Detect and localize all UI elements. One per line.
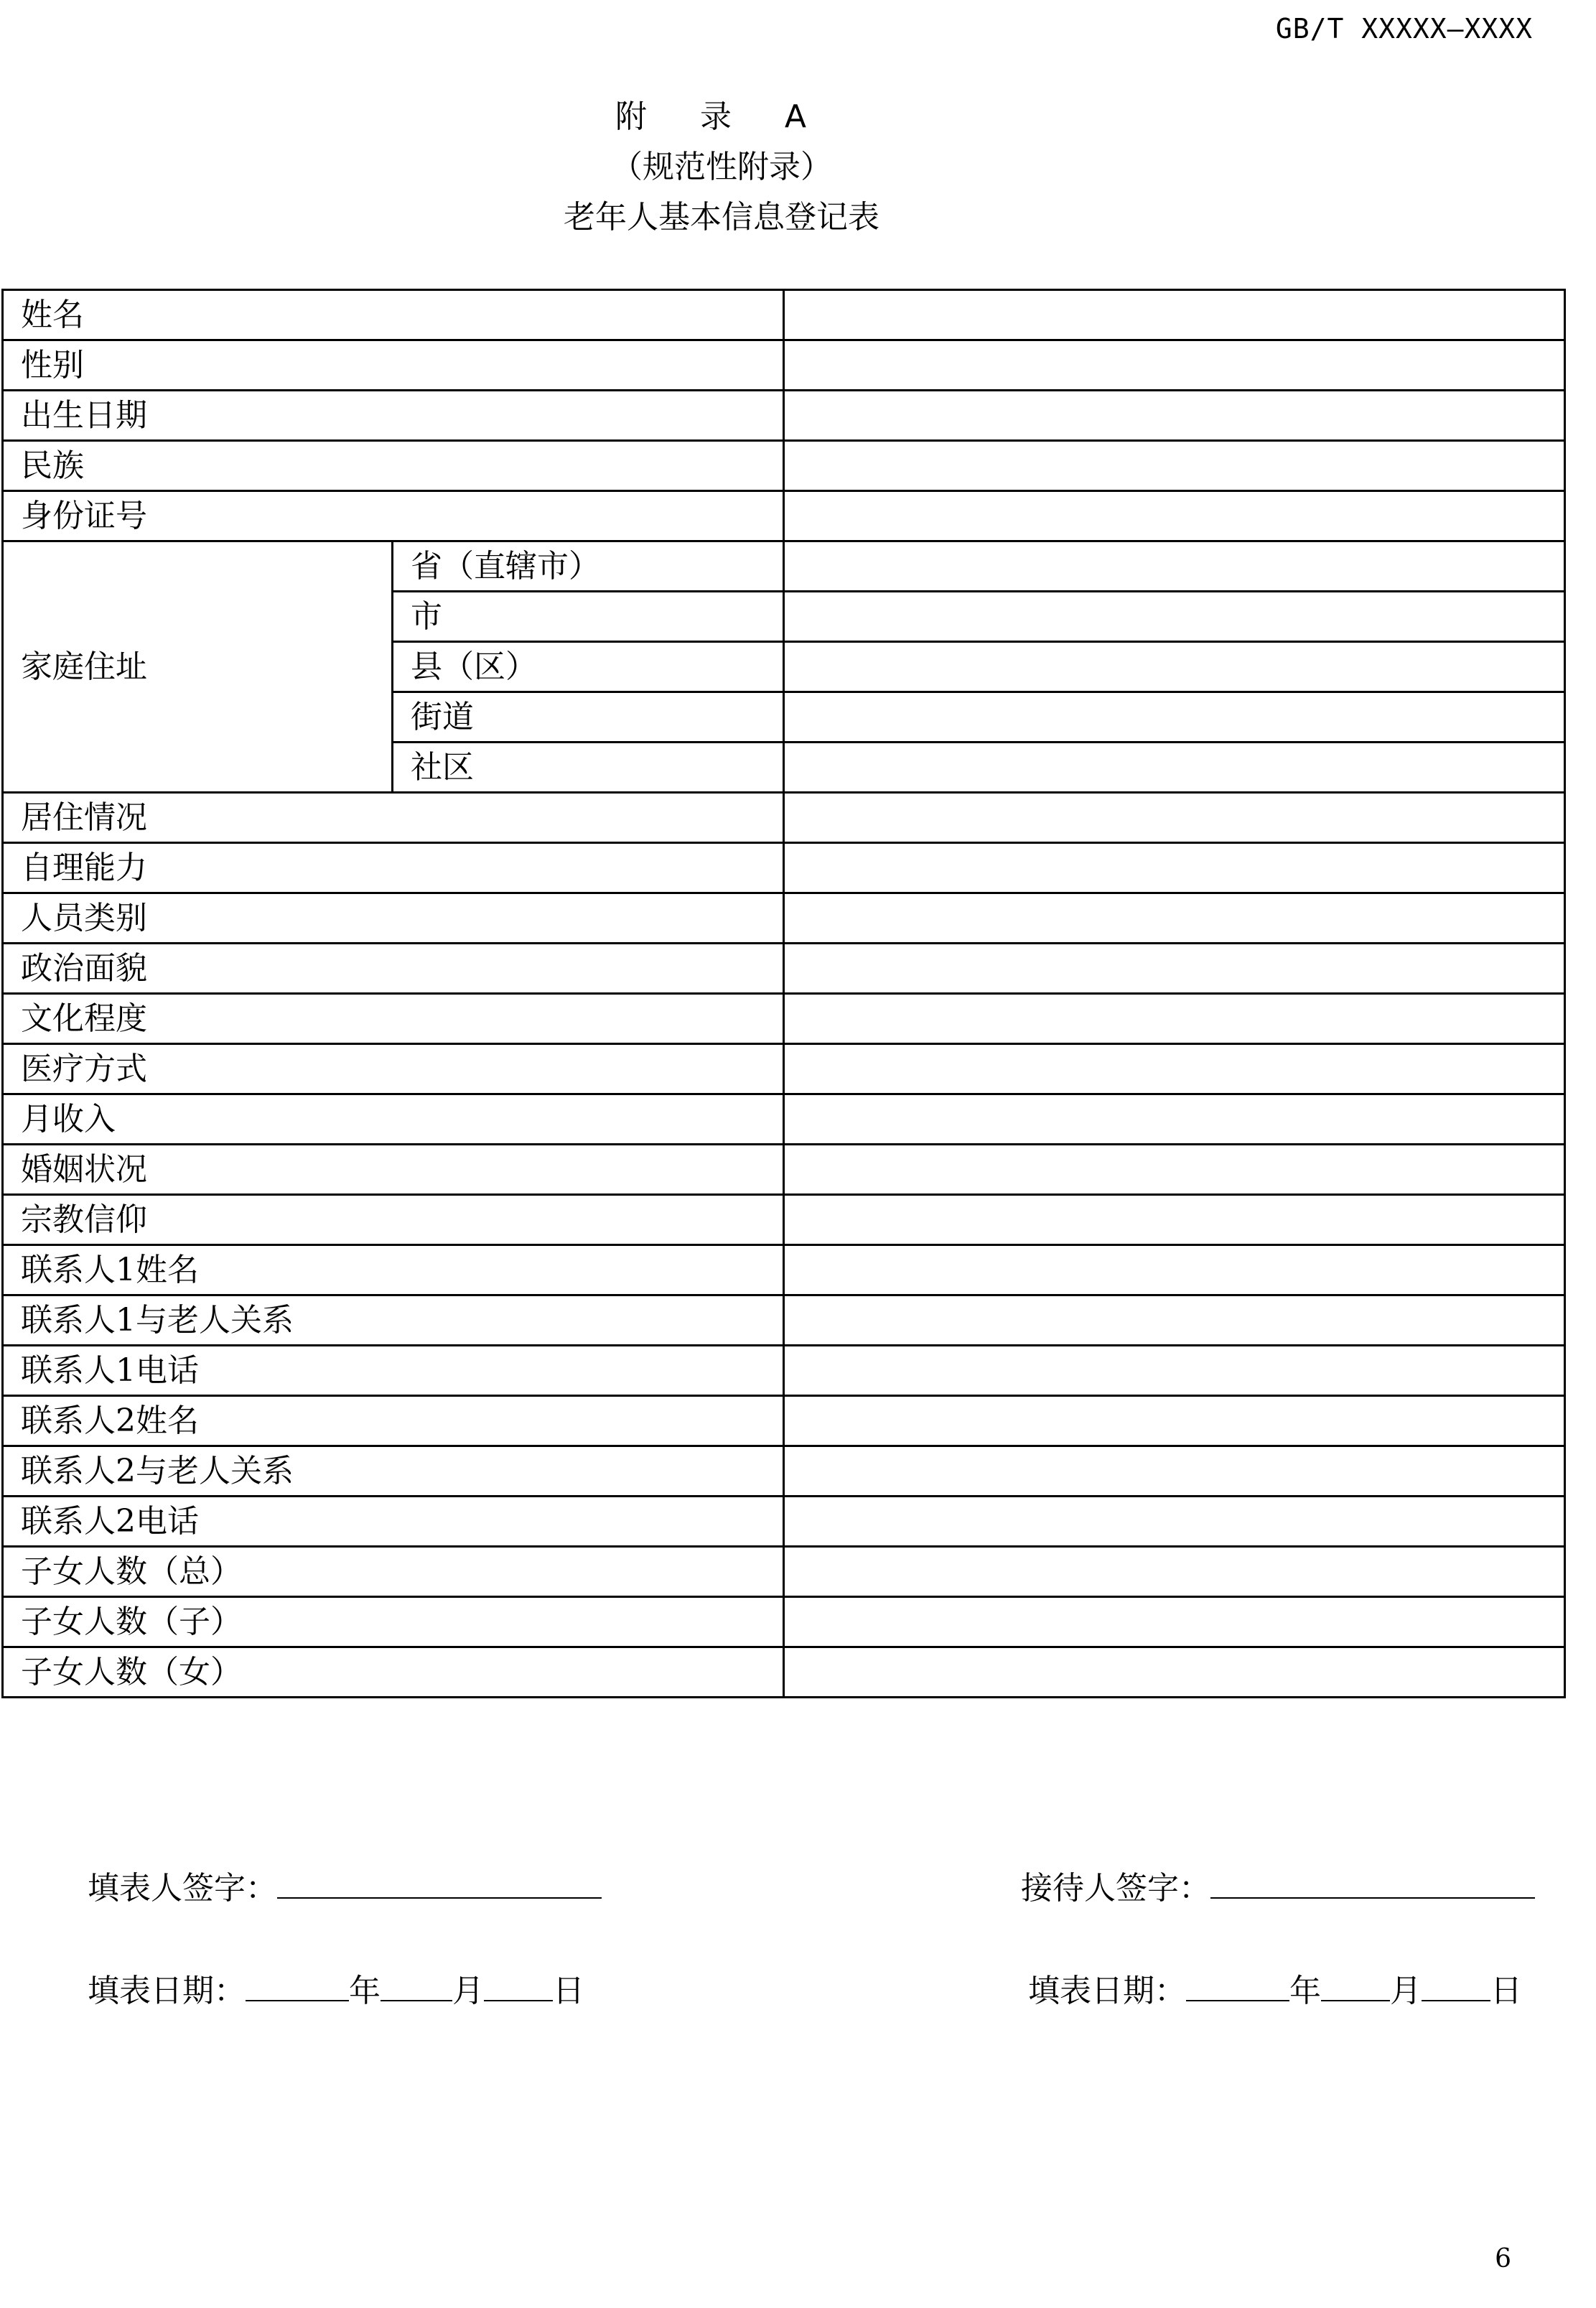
field-value-gender[interactable] (784, 340, 1565, 391)
receiver-signature-label: 接待人签字： (1021, 1870, 1210, 1907)
field-value-birthdate[interactable] (784, 391, 1565, 441)
receiver-date-line (1028, 1968, 1522, 2013)
field-label-education: 文化程度 (3, 994, 784, 1044)
table-row (3, 441, 1565, 491)
field-label-religion: 宗教信仰 (3, 1195, 784, 1245)
address-sub-label-street: 街道 (393, 692, 784, 743)
field-value-marital-status[interactable] (784, 1145, 1565, 1195)
table-row (3, 1396, 1565, 1446)
field-value-living-situation[interactable] (784, 793, 1565, 843)
table-row (3, 1647, 1565, 1698)
table-row (3, 893, 1565, 944)
page-number: 6 (1495, 2244, 1511, 2274)
filler-date-year-unit: 年 (349, 1973, 381, 2009)
field-value-children-sons[interactable] (784, 1597, 1565, 1647)
receiver-signature-blank[interactable] (1210, 1866, 1535, 1899)
table-row (3, 541, 1565, 592)
address-sub-label-province: 省（直辖市） (393, 541, 784, 592)
field-value-contact2-name[interactable] (784, 1396, 1565, 1446)
table-row (3, 843, 1565, 893)
field-value-contact1-relation[interactable] (784, 1295, 1565, 1346)
receiver-date-day-blank[interactable] (1422, 1968, 1490, 2001)
field-value-medical-coverage[interactable] (784, 1044, 1565, 1094)
table-row (3, 1094, 1565, 1145)
field-value-children-total[interactable] (784, 1547, 1565, 1597)
table-row (3, 1346, 1565, 1396)
field-label-children-daughters: 子女人数（女） (3, 1647, 784, 1698)
field-value-religion[interactable] (784, 1195, 1565, 1245)
field-value-children-daughters[interactable] (784, 1647, 1565, 1698)
title-block (0, 92, 1443, 243)
table-row (3, 1145, 1565, 1195)
receiver-date-day-unit: 日 (1490, 1973, 1522, 2009)
field-label-contact2-name: 联系人2姓名 (3, 1396, 784, 1446)
standard-code: GB/T XXXXX—XXXX (1275, 13, 1533, 45)
receiver-date-month-unit: 月 (1390, 1973, 1422, 2009)
field-label-children-sons: 子女人数（子） (3, 1597, 784, 1647)
field-label-contact2-phone: 联系人2电话 (3, 1497, 784, 1547)
receiver-signature-line (1021, 1866, 1535, 1910)
field-value-contact2-relation[interactable] (784, 1446, 1565, 1497)
field-label-political-status: 政治面貌 (3, 944, 784, 994)
filler-date-year-blank[interactable] (246, 1968, 349, 2001)
field-label-gender: 性别 (3, 340, 784, 391)
field-value-contact1-name[interactable] (784, 1245, 1565, 1295)
field-label-contact1-relation: 联系人1与老人关系 (3, 1295, 784, 1346)
filler-date-label: 填表日期： (88, 1973, 246, 2009)
field-value-community[interactable] (784, 743, 1565, 793)
field-value-political-status[interactable] (784, 944, 1565, 994)
field-value-self-care[interactable] (784, 843, 1565, 893)
table-row (3, 1044, 1565, 1094)
field-value-name[interactable] (784, 290, 1565, 340)
table-row (3, 994, 1565, 1044)
receiver-date-month-blank[interactable] (1321, 1968, 1390, 2001)
table-row (3, 1497, 1565, 1547)
field-value-county[interactable] (784, 642, 1565, 692)
field-label-children-total: 子女人数（总） (3, 1547, 784, 1597)
field-value-ethnicity[interactable] (784, 441, 1565, 491)
filler-date-day-unit: 日 (553, 1973, 584, 2009)
table-row (3, 391, 1565, 441)
field-label-monthly-income: 月收入 (3, 1094, 784, 1145)
table-row (3, 1245, 1565, 1295)
field-label-self-care: 自理能力 (3, 843, 784, 893)
table-row (3, 340, 1565, 391)
filler-signature-blank[interactable] (277, 1866, 602, 1899)
field-value-education[interactable] (784, 994, 1565, 1044)
field-value-person-category[interactable] (784, 893, 1565, 944)
field-value-contact1-phone[interactable] (784, 1346, 1565, 1396)
table-row (3, 1295, 1565, 1346)
appendix-heading: 附 录 A (615, 98, 829, 135)
receiver-date-label: 填表日期： (1028, 1973, 1186, 2009)
field-label-living-situation: 居住情况 (3, 793, 784, 843)
field-value-city[interactable] (784, 592, 1565, 642)
table-row (3, 793, 1565, 843)
address-sub-label-city: 市 (393, 592, 784, 642)
filler-date-line (88, 1968, 584, 2013)
filler-signature-label: 填表人签字： (88, 1870, 277, 1907)
field-label-person-category: 人员类别 (3, 893, 784, 944)
form-title: 老年人基本信息登记表 (564, 199, 879, 236)
field-label-medical-coverage: 医疗方式 (3, 1044, 784, 1094)
table-row (3, 491, 1565, 541)
field-label-birthdate: 出生日期 (3, 391, 784, 441)
table-row (3, 1547, 1565, 1597)
receiver-date-year-blank[interactable] (1186, 1968, 1289, 2001)
filler-signature-line (88, 1866, 602, 1910)
table-row (3, 1597, 1565, 1647)
field-value-province[interactable] (784, 541, 1565, 592)
field-label-id-number: 身份证号 (3, 491, 784, 541)
field-label-ethnicity: 民族 (3, 441, 784, 491)
table-row (3, 290, 1565, 340)
table-row (3, 1446, 1565, 1497)
field-label-marital-status: 婚姻状况 (3, 1145, 784, 1195)
table-row (3, 1195, 1565, 1245)
field-label-contact1-phone: 联系人1电话 (3, 1346, 784, 1396)
filler-date-month-blank[interactable] (381, 1968, 452, 2001)
field-value-id-number[interactable] (784, 491, 1565, 541)
registration-table (1, 289, 1566, 1698)
address-sub-label-county: 县（区） (393, 642, 784, 692)
filler-date-month-unit: 月 (452, 1973, 484, 2009)
normative-note: （规范性附录） (611, 149, 832, 185)
table-row (3, 944, 1565, 994)
field-label-contact1-name: 联系人1姓名 (3, 1245, 784, 1295)
field-value-street[interactable] (784, 692, 1565, 743)
field-value-contact2-phone[interactable] (784, 1497, 1565, 1547)
field-value-monthly-income[interactable] (784, 1094, 1565, 1145)
receiver-date-year-unit: 年 (1289, 1973, 1321, 2009)
field-label-contact2-relation: 联系人2与老人关系 (3, 1446, 784, 1497)
address-sub-label-community: 社区 (393, 743, 784, 793)
filler-date-day-blank[interactable] (484, 1968, 553, 2001)
field-label-home-address: 家庭住址 (3, 541, 393, 793)
field-label-name: 姓名 (3, 290, 784, 340)
